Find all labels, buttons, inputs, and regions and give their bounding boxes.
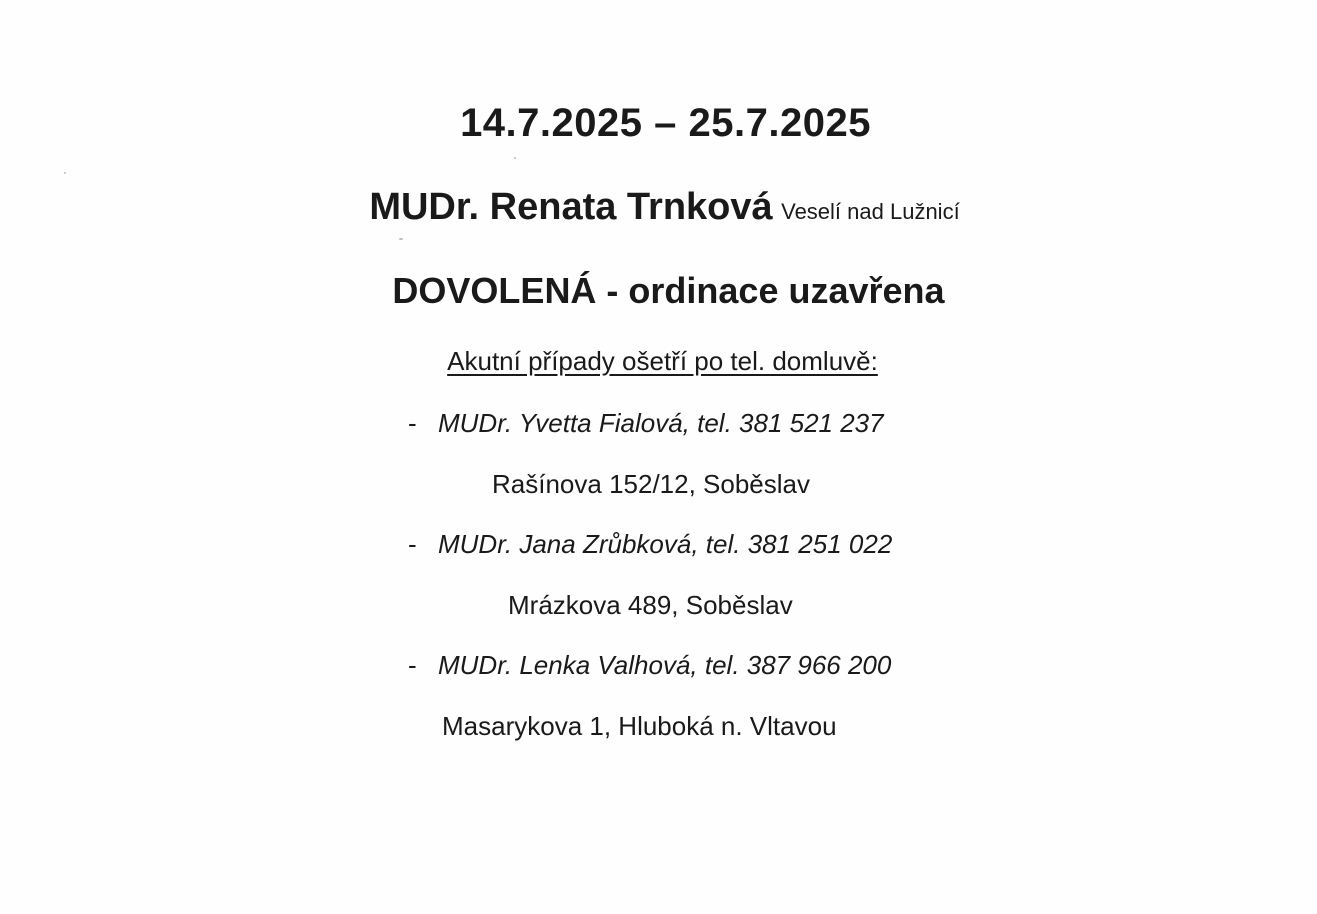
substitute-address: Rašínova 152/12, Soběslav bbox=[492, 469, 810, 499]
scan-speck bbox=[399, 238, 403, 240]
substitute-contact-text: MUDr. Lenka Valhová, tel. 387 966 200 bbox=[438, 650, 892, 680]
scan-speck bbox=[64, 172, 66, 174]
substitute-contact bbox=[408, 650, 1317, 681]
substitute-contact bbox=[408, 408, 1317, 439]
substitutes-heading-text: Akutní případy ošetří po tel. domluvě: bbox=[447, 346, 878, 376]
vacation-dates: 14.7.2025 – 25.7.2025 bbox=[460, 101, 871, 145]
office-closed-title: DOVOLENÁ - ordinace uzavřena bbox=[392, 270, 945, 311]
list-dash: - bbox=[408, 529, 417, 559]
doctor-town: Veselí nad Lužnicí bbox=[781, 199, 960, 224]
doctor-name: MUDr. Renata Trnková bbox=[369, 186, 773, 228]
substitute-address: Masarykova 1, Hluboká n. Vltavou bbox=[442, 711, 837, 741]
substitutes-heading bbox=[0, 346, 1317, 377]
list-dash: - bbox=[408, 650, 417, 680]
scan-speck bbox=[514, 157, 516, 159]
substitute-contact-text: MUDr. Jana Zrůbková, tel. 381 251 022 bbox=[438, 529, 893, 559]
substitute-contact-text: MUDr. Yvetta Fialová, tel. 381 521 237 bbox=[438, 408, 884, 438]
substitute-address: Mrázkova 489, Soběslav bbox=[508, 590, 793, 620]
doctor-line bbox=[0, 186, 1317, 229]
list-dash: - bbox=[408, 408, 417, 438]
substitute-contact bbox=[408, 529, 1317, 560]
